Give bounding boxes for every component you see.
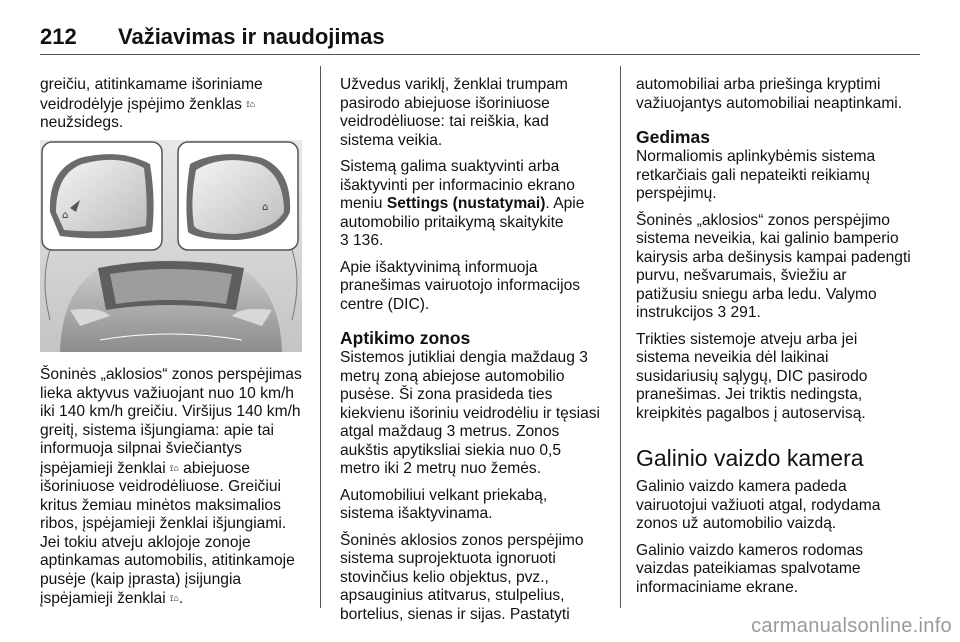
col2-paragraph-start: Užvedus variklį, ženklai trumpam pasirodo abiejuose išoriniuose veidrodėliuose: tai reiškia, kad sistema veikia. <box>340 76 568 149</box>
col2-paragraph-zone: Sistemos jutikliai dengia maždaug 3 metrų zoną abiejose automobilio pusėse. Ši zona prasideda ties kiekvienu išoriniu veidrodėliu ir tęsiasi atgal maždaug 3 metrus. Zonos aukštis apytiksliai siekia nuo 0,5 metro iki 2 metrų nuo žemės. <box>340 349 601 477</box>
col3-paragraph-vehicles: automobiliai arba priešinga kryptimi važiuojantys automobiliai neaptinkami. <box>636 76 903 112</box>
page-header <box>40 14 920 55</box>
blind-spot-warning-icon: ⟟⌂ <box>246 98 256 109</box>
col1-paragraph-speed: Šoninės „aklosios“ zonos perspėjimas lieka aktyvus važiuojant nuo 10 km/h iki 140 km/h greičiu. Viršijus 140 km/h greitį, sistema išjungiama: apie tai informuoja silpnai šviečiantys įspėjamieji ženklai ⟟⌂ abiejuose išoriniuose veidrodėliuose. Greičiui kritus žemiau minėtos maksimalios ribos, įspėjamieji ženklai išjungiami. Jei tokiu atveju aklojoje zonoje aptinkamas automobilis, atitinkamoje pusėje (kaip įprasta) įsijungia įspėjamieji ženklai ⟟⌂. <box>40 366 302 607</box>
col3-paragraph-display: Galinio vaizdo kameros rodomas vaizdas pateikiamas spalvotame informaciniame ekrane. <box>636 541 864 596</box>
col3-paragraph-normal: Normaliomis aplinkybėmis sistema retkarčiais gali nepateikti reikiamų perspėjimų. <box>636 148 876 202</box>
col2-paragraph-objects: Šoninės aklosios zonos perspėjimo sistema suprojektuota ignoruoti stovinčius kelio objektus, pvz., apsauginius atitvarus, stulpelius, bortelius, sienas ir sijas. Pastatyti <box>340 531 584 623</box>
watermark: carmanualsonline.info <box>751 615 952 637</box>
col3-paragraph-camera: Galinio vaizdo kamera padeda vairuotojui važiuoti atgal, rodydama zonos už automobilio vaizdą. <box>636 478 881 532</box>
col2-paragraph-trailer: Automobiliui velkant priekabą, sistema išaktyvinama. <box>340 486 548 522</box>
section-heading-detection-zones: Aptikimo zonos <box>340 328 471 348</box>
section-heading-rear-camera: Galinio vaizdo kamera <box>636 445 864 471</box>
col1-intro: greičiu, atitinkamame išoriniame veidrodėlyje įspėjimo ženklas ⟟⌂ neužsidegs. <box>40 76 263 131</box>
col2-paragraph-settings: Sistemą galima suaktyvinti arba išaktyvinti per informacinio ekrano meniu Settings (nustatymai). Apie automobilio pritaikymą skaitykite 3 136. <box>340 158 585 249</box>
column-1 <box>40 76 310 141</box>
mirrors-and-car-rear-illustration <box>40 140 302 352</box>
section-heading-fault: Gedimas <box>636 127 710 147</box>
settings-menu-label: Settings (nustatymai) <box>386 195 546 212</box>
page-number: 212 <box>40 24 77 49</box>
column-1-lower <box>40 366 310 617</box>
col3-paragraph-fault-dic: Trikties sistemoje atveju arba jei sistema neveikia dėl laikinai susidariusių sąlygų, DIC pasirodo pranešimas. Jei triktis nedingsta, kreipkitės pagalbos į autoservisą. <box>636 330 868 422</box>
column-divider <box>620 66 621 608</box>
column-3 <box>636 76 911 605</box>
svg-text:⌂: ⌂ <box>262 202 269 213</box>
blind-spot-warning-icon: ⟟⌂ <box>170 462 179 473</box>
svg-text:⌂: ⌂ <box>62 210 69 221</box>
col3-paragraph-bumper: Šoninės „aklosios“ zonos perspėjimo sistema neveikia, kai galinio bamperio kairysis arba dešinysis kampai padengti purvu, nešvarumais, šviežiu ar patižusiu sniegu arba ledu. Valymo instrukcijos 3 291. <box>636 211 911 321</box>
column-2 <box>340 76 605 632</box>
page-title: Važiavimas ir naudojimas <box>118 24 385 49</box>
page-reference: 3 136. <box>340 232 384 249</box>
col2-paragraph-dic: Apie išaktyvinimą informuoja pranešimas vairuotojo informacijos centre (DIC). <box>340 258 581 313</box>
blind-spot-warning-icon: ⟟⌂ <box>170 593 179 603</box>
page-reference: 3 291. <box>717 304 761 321</box>
column-divider <box>320 66 321 608</box>
